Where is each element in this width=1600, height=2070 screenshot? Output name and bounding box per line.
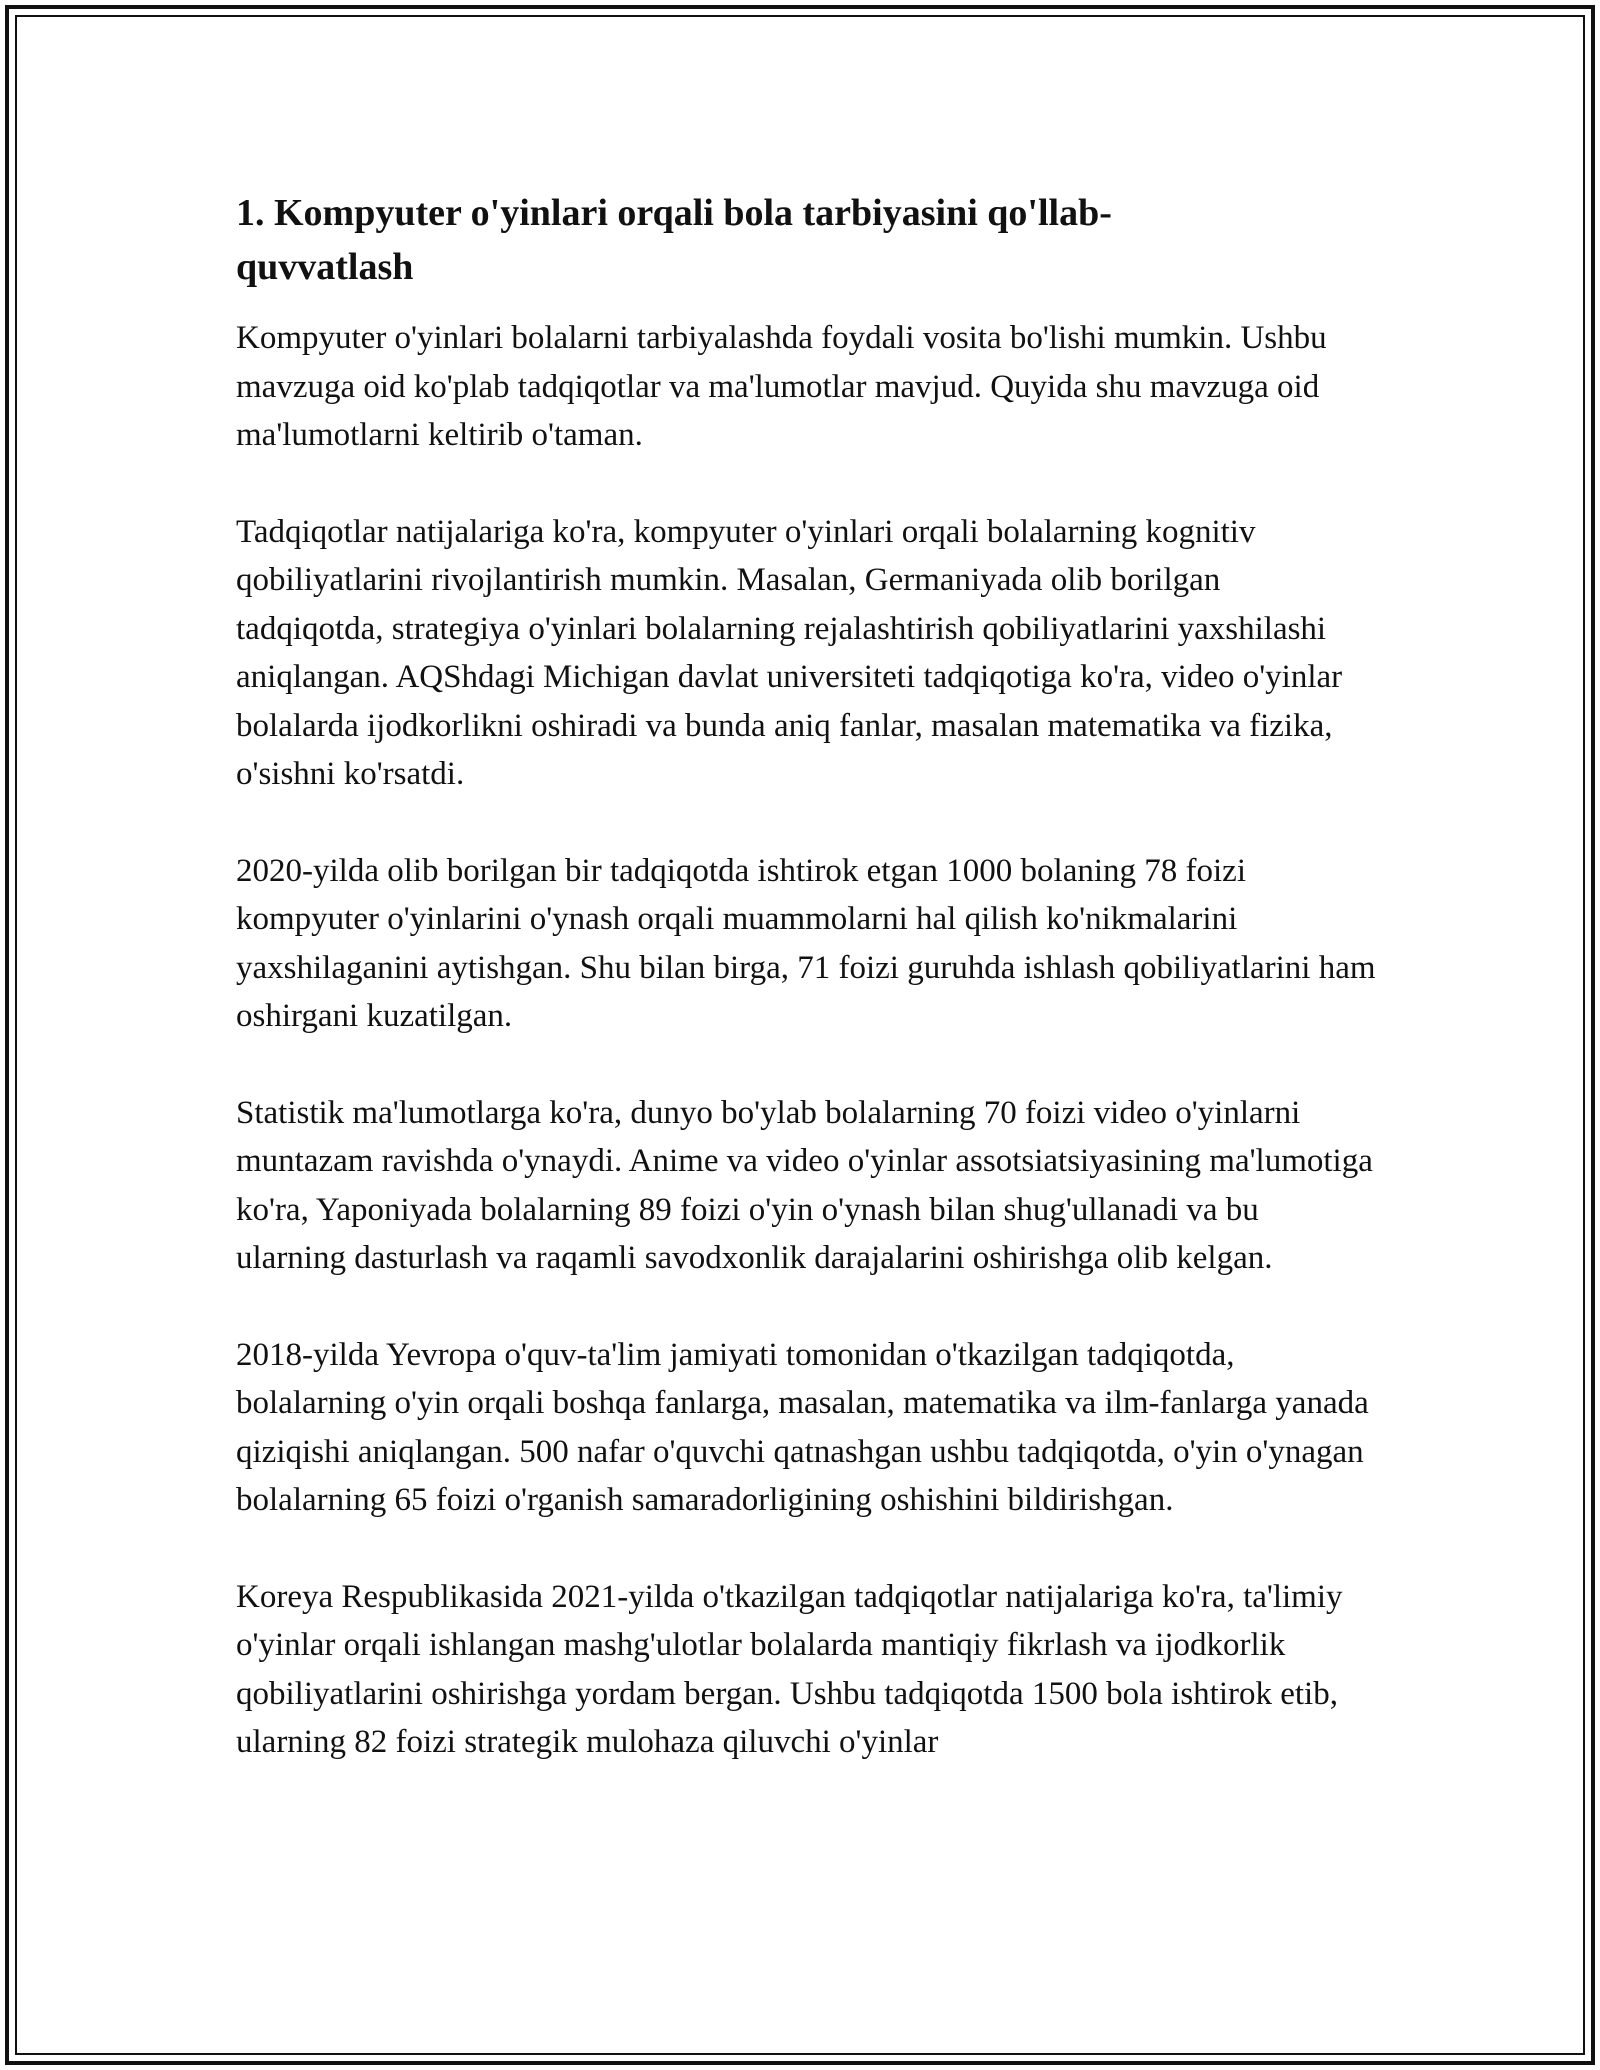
paragraph-korea-study: Koreya Respublikasida 2021-yilda o'tkazilgan tadqiqotlar natijalariga ko'ra, ta'limiy o'yinlar orqali ishlangan mashg'ulotlar bolalarda mantiqiy fikrlash va ijodkorlik qobiliyatlarini oshirishga yordam bergan. Ushbu tadqiqotda 1500 bola ishtirok etib, ularning 82 foizi strategik mulohaza qiluvchi o'yinlar: [236, 1578, 1343, 1760]
paragraph-statistics: Statistik ma'lumotlarga ko'ra, dunyo bo'ylab bolalarning 70 foizi video o'yinlarni muntazam ravishda o'ynaydi. Anime va video o'yinlar assotsiatsiyasining ma'lumotiga ko'ra, Yaponiyada bolalarning 89 foizi o'yin o'ynash bilan shug'ullanadi va bu ularning dasturlash va raqamli savodxonlik darajalarini oshirishga olib kelgan.: [236, 1094, 1373, 1276]
paragraph-2018-study: 2018-yilda Yevropa o'quv-ta'lim jamiyati tomonidan o'tkazilgan tadqiqotda, bolalarning o'yin orqali boshqa fanlarga, masalan, matematika va ilm-fanlarga yanada qiziqishi aniqlangan. 500 nafar o'quvchi qatnashgan ushbu tadqiqotda, o'yin o'ynagan bolalarning 65 foizi o'rganish samaradorligining oshishini bildirishgan.: [236, 1336, 1369, 1518]
section-heading: 1. Kompyuter o'yinlari orqali bola tarbiyasini qo'llab-quvvatlash: [236, 192, 1112, 288]
paragraph-2020-study: 2020-yilda olib borilgan bir tadqiqotda ishtirok etgan 1000 bolaning 78 foizi kompyuter o'yinlarini o'ynash orqali muammolarni hal qilish ko'nikmalarini yaxshilaganini aytishgan. Shu bilan birga, 71 foizi guruhda ishlash qobiliyatlarini ham oshirgani kuzatilgan.: [236, 852, 1376, 1034]
document-body: [236, 186, 1376, 1815]
paragraph-intro: Kompyuter o'yinlari bolalarni tarbiyalashda foydali vosita bo'lishi mumkin. Ushbu mavzuga oid ko'plab tadqiqotlar va ma'lumotlar mavjud. Quyida shu mavzuga oid ma'lumotlarni keltirib o'taman.: [236, 320, 1327, 453]
paragraph-cognitive-research: Tadqiqotlar natijalariga ko'ra, kompyuter o'yinlari orqali bolalarning kognitiv qobiliyatlarini rivojlantirish mumkin. Masalan, Germaniyada olib borilgan tadqiqotda, strategiya o'yinlari bolalarning rejalashtirish qobiliyatlarini yaxshilashi aniqlangan. AQShdagi Michigan davlat universiteti tadqiqotiga ko'ra, video o'yinlar bolalarda ijodkorlikni oshiradi va bunda aniq fanlar, masalan matematika va fizika, o'sishni ko'rsatdi.: [236, 513, 1343, 792]
